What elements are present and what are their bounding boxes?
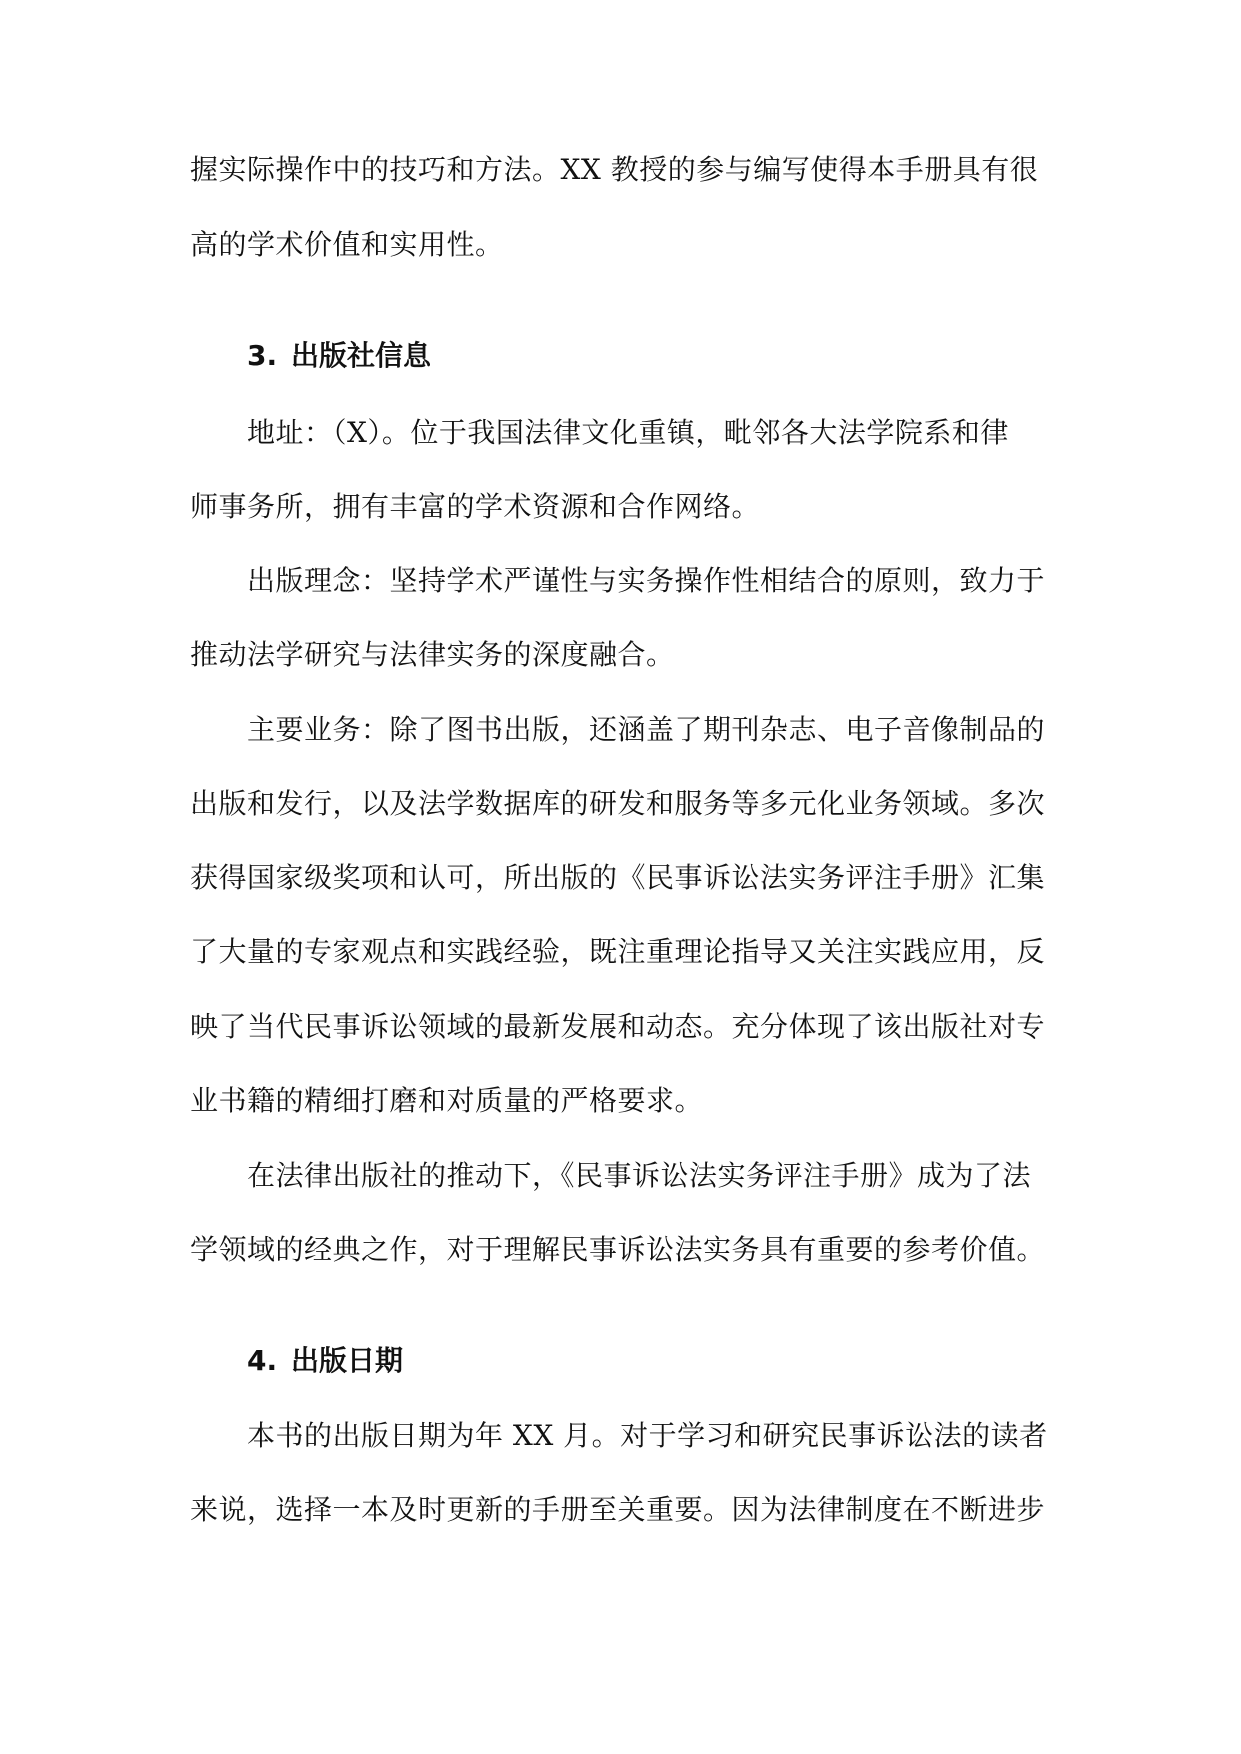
intro-line-1: 握实际操作中的技巧和方法。XX 教授的参与编写使得本手册具有很 — [190, 153, 1039, 186]
philosophy-line-1: 出版理念：坚持学术严谨性与实务操作性相结合的原则，致力于 — [247, 564, 1046, 597]
conclusion-line-1: 在法律出版社的推动下，《民事诉讼法实务评注手册》成为了法 — [247, 1159, 1032, 1192]
section-3-number: 3. — [247, 339, 278, 372]
business-line-2: 出版和发行，以及法学数据库的研发和服务等多元化业务领域。多次 — [190, 787, 1046, 820]
address-line-2: 师事务所，拥有丰富的学术资源和合作网络。 — [190, 490, 761, 523]
business-line-1: 主要业务：除了图书出版，还涵盖了期刊杂志、电子音像制品的 — [247, 713, 1046, 746]
publication-date-line-1: 本书的出版日期为年 XX 月。对于学习和研究民事诉讼法的读者 — [247, 1419, 1048, 1452]
business-line-5: 映了当代民事诉讼领域的最新发展和动态。充分体现了该出版社对专 — [190, 1010, 1046, 1043]
business-line-6: 业书籍的精细打磨和对质量的严格要求。 — [190, 1084, 704, 1117]
business-line-4: 了大量的专家观点和实践经验，既注重理论指导又关注实践应用，反 — [190, 935, 1046, 968]
conclusion-line-2: 学领域的经典之作，对于理解民事诉讼法实务具有重要的参考价值。 — [190, 1233, 1046, 1266]
intro-line-2: 高的学术价值和实用性。 — [190, 228, 504, 261]
address-line-1: 地址：（X）。位于我国法律文化重镇，毗邻各大法学院系和律 — [247, 416, 1009, 449]
business-line-3: 获得国家级奖项和认可，所出版的《民事诉讼法实务评注手册》汇集 — [190, 861, 1046, 894]
section-3-title: 出版社信息 — [291, 339, 432, 372]
section-3-heading — [247, 336, 431, 376]
section-4-title: 出版日期 — [291, 1344, 404, 1377]
section-4-number: 4. — [247, 1344, 278, 1377]
publication-date-line-2: 来说，选择一本及时更新的手册至关重要。因为法律制度在不断进步 — [190, 1493, 1046, 1526]
section-4-heading — [247, 1341, 403, 1381]
philosophy-line-2: 推动法学研究与法律实务的深度融合。 — [190, 638, 675, 671]
